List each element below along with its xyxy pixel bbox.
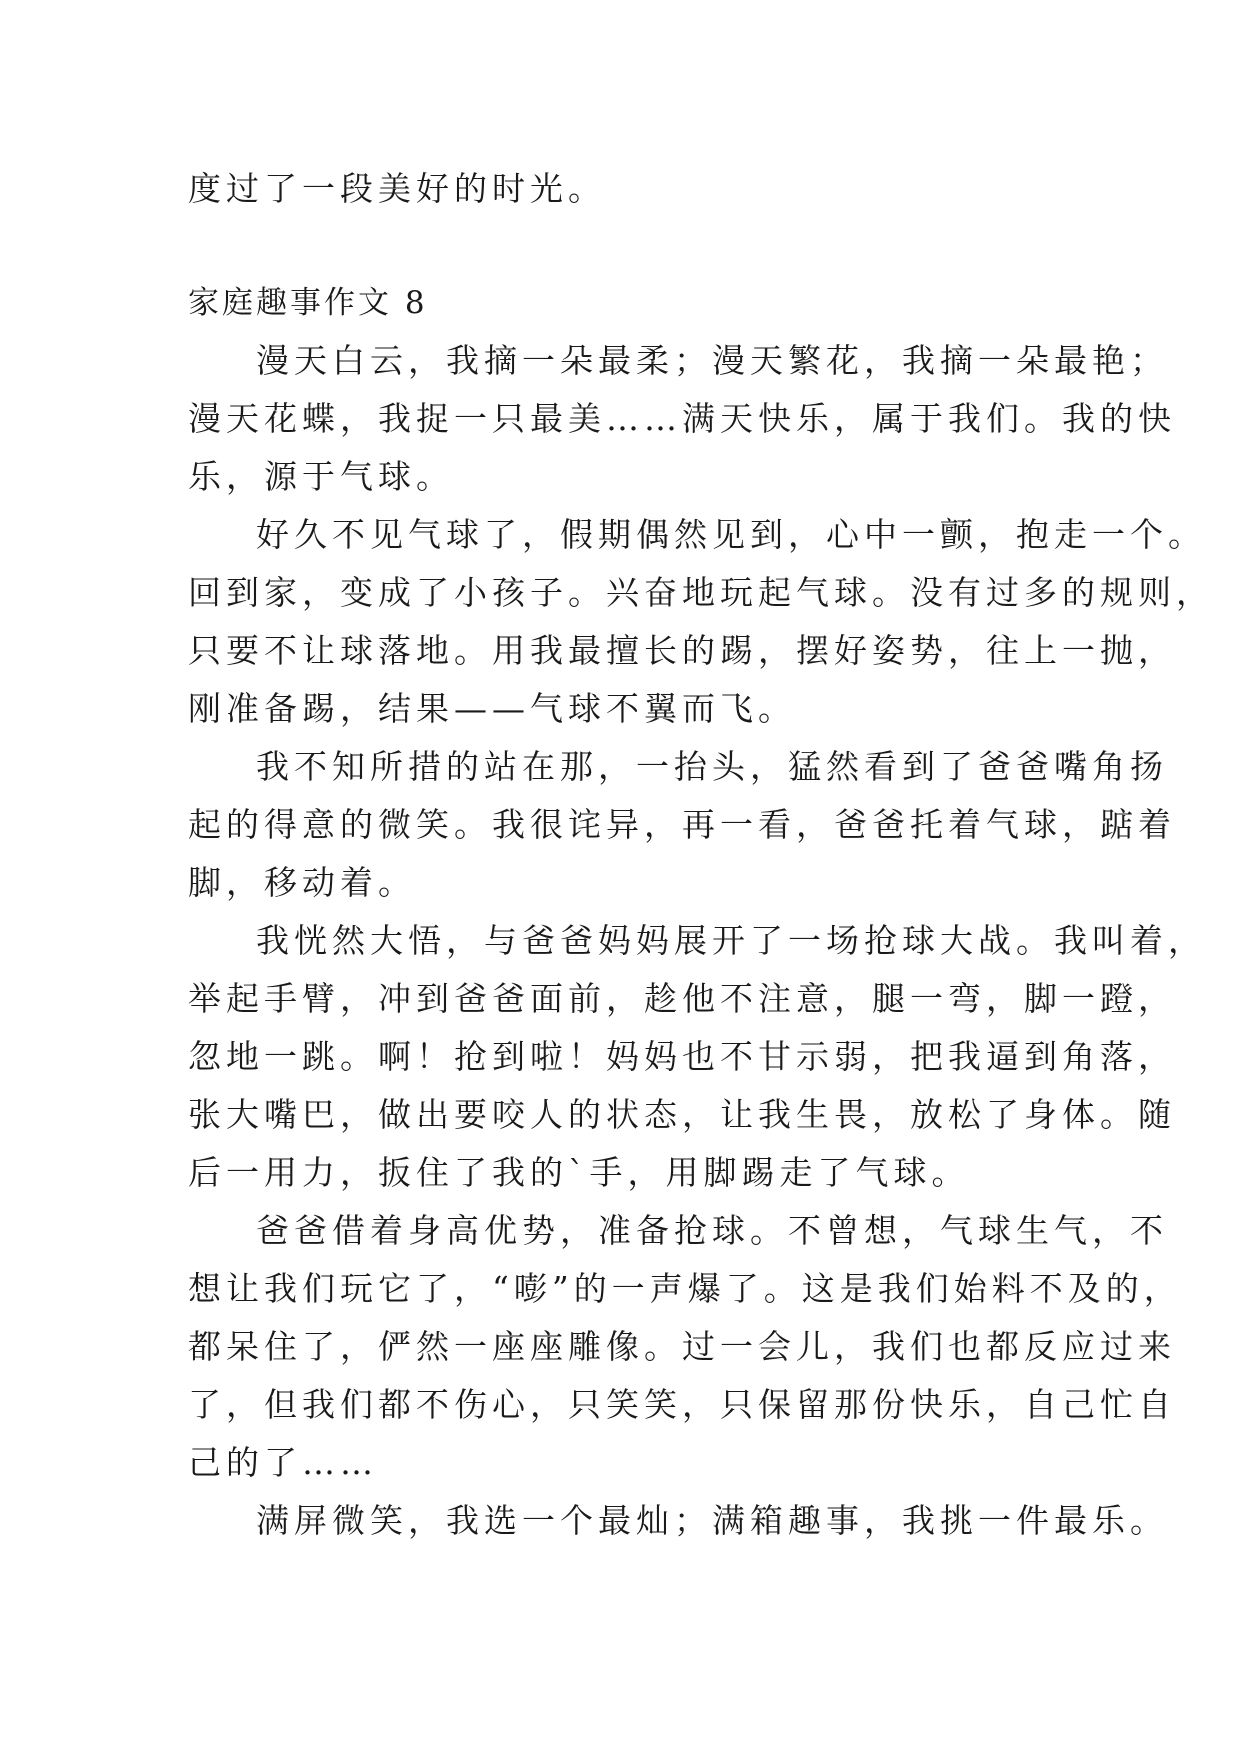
paragraph-line: 举起手臂，冲到爸爸面前，趁他不注意，腿一弯，脚一蹬， [188,979,1176,1018]
paragraph-line: 刚准备踢，结果——气球不翼而飞。 [188,689,796,728]
paragraph-line: 回到家，变成了小孩子。兴奋地玩起气球。没有过多的规则， [188,573,1214,612]
paragraph-line: 只要不让球落地。用我最擅长的踢，摆好姿势，往上一抛， [188,631,1176,670]
paragraph-6 [188,1492,1168,1550]
paragraph-line: 满屏微笑，我选一个最灿；满箱趣事，我挑一件最乐。 [256,1501,1168,1540]
paragraph-line: 好久不见气球了，假期偶然见到，心中一颤，抱走一个。 [256,515,1206,554]
paragraph-line: 都呆住了，俨然一座座雕像。过一会儿，我们也都反应过来 [188,1327,1176,1366]
paragraph-line: 张大嘴巴，做出要咬人的状态，让我生畏，放松了身体。随 [188,1095,1176,1134]
paragraph-line: 忽地一跳。啊！抢到啦！妈妈也不甘示弱，把我逼到角落， [188,1037,1176,1076]
paragraph-3 [188,738,1176,912]
paragraph-line: 漫天花蝶，我捉一只最美……满天快乐，属于我们。我的快 [188,399,1176,438]
paragraph-line: 漫天白云，我摘一朵最柔；漫天繁花，我摘一朵最艳； [256,341,1168,380]
paragraph-2 [188,506,1214,738]
carry-over-line: 度过了一段美好的时光。 [188,169,606,208]
paragraph-line: 想让我们玩它了，“嘭”的一声爆了。这是我们始料不及的， [188,1269,1182,1308]
paragraph-1 [188,332,1176,506]
paragraph-line: 我恍然大悟，与爸爸妈妈展开了一场抢球大战。我叫着， [256,921,1206,960]
document-body [188,160,1214,1550]
paragraph-line: 爸爸借着身高优势，准备抢球。不曾想，气球生气，不 [256,1211,1168,1250]
paragraph-line: 了，但我们都不伤心，只笑笑，只保留那份快乐，自己忙自 [188,1385,1176,1424]
paragraph-line: 后一用力，扳住了我的`手，用脚踢走了气球。 [188,1153,970,1192]
paragraph-line: 我不知所措的站在那，一抬头，猛然看到了爸爸嘴角扬 [256,747,1168,786]
paragraph-4 [188,912,1206,1202]
paragraph-5 [188,1202,1182,1492]
section-title: 家庭趣事作文 8 [188,285,428,321]
paragraph-line: 乐，源于气球。 [188,457,454,496]
paragraph-line: 己的了…… [188,1443,378,1482]
paragraph-line: 脚，移动着。 [188,863,416,902]
paragraph-line: 起的得意的微笑。我很诧异，再一看，爸爸托着气球，踮着 [188,805,1176,844]
